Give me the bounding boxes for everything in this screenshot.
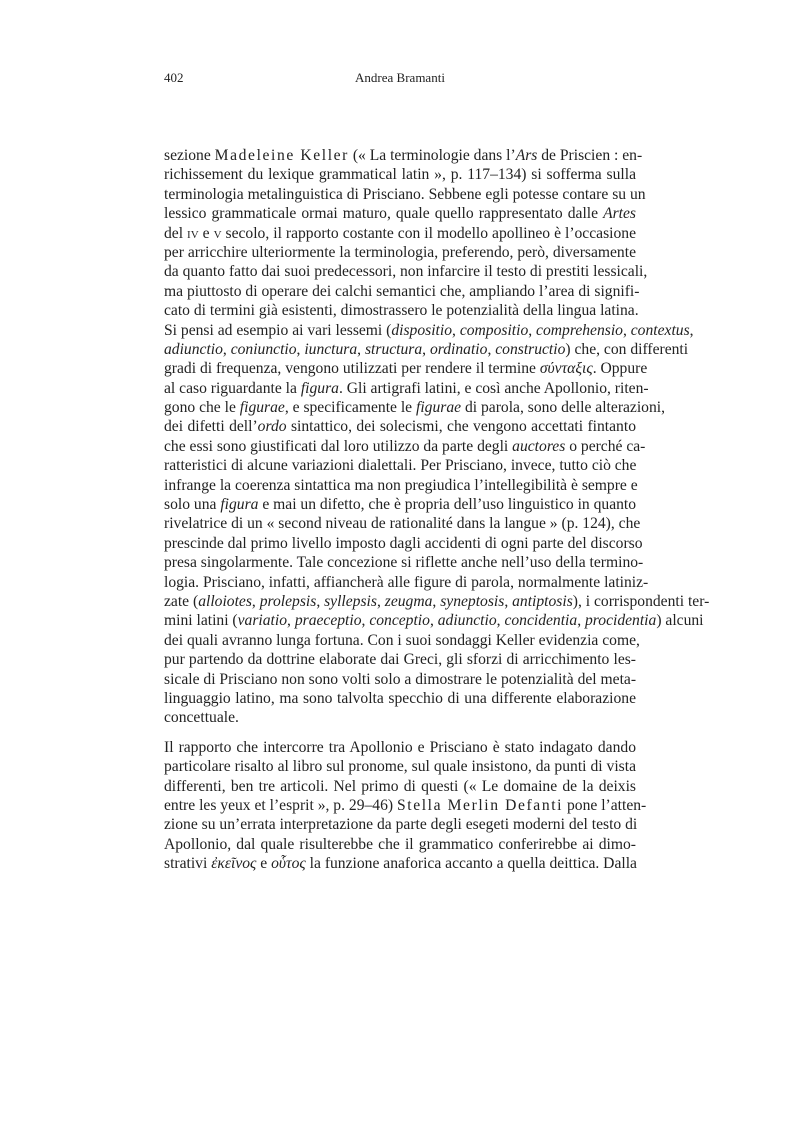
text-line: [164, 146, 643, 165]
text-run: terminologia metalinguistica di Prisciano. Sebbene egli potesse contare su un: [164, 185, 646, 203]
text-run: lessico grammaticale ormai maturo, quale quello rappresentato dalle: [164, 205, 604, 223]
italic-term: procidentia: [584, 612, 657, 630]
italic-term: comprehensio: [536, 321, 623, 339]
paragraph: [164, 738, 647, 874]
italic-term: figura: [300, 379, 339, 397]
text-line: [164, 835, 636, 854]
italic-term: structura: [364, 340, 423, 358]
text-run: da quanto fatto dai suoi predecessori, non infarcire il testo di prestiti lessicali,: [164, 263, 648, 281]
italic-term: alloiotes: [198, 592, 252, 610]
text-line: [164, 456, 636, 475]
text-run: la funzione anaforica accanto a quella deittica. Dalla: [305, 855, 637, 873]
text-run: particolare risalto al libro sul pronome, sul quale insistono, da punti di vista: [164, 758, 636, 776]
text-run: ,: [376, 592, 385, 610]
paragraph: [164, 146, 710, 728]
text-run: iv: [187, 224, 199, 242]
text-line: [164, 398, 666, 417]
italic-term: prolepsis: [259, 592, 317, 610]
italic-term: iunctura: [304, 340, 358, 358]
italic-term: coniunctio: [230, 340, 297, 358]
text-run: (« La terminologie dans l’: [348, 147, 516, 164]
text-run: richissement du lexique grammatical latin », p. 117–134) si sofferma sulla: [164, 166, 636, 184]
text-line: [164, 282, 640, 301]
text-run: ,: [287, 612, 295, 630]
text-run: ,: [251, 592, 260, 610]
text-run: ,: [432, 592, 441, 610]
text-run: ,: [689, 321, 694, 339]
italic-term: ordo: [257, 418, 287, 436]
italic-term: Ars: [515, 147, 538, 164]
text-line: [164, 670, 636, 689]
text-line: [164, 650, 636, 669]
text-run: infrange la coerenza sintattica ma non pregiudica l’intellegibilità è sempre e: [164, 476, 638, 494]
italic-term: concidentia: [504, 612, 578, 630]
text-run: ,: [577, 612, 585, 630]
text-line: [164, 689, 636, 708]
text-run: ,: [452, 321, 460, 339]
text-run: che essi sono giustificati dal loro utilizzo da parte degli: [164, 437, 513, 455]
text-run: Apollonio, dal quale risulterebbe che il grammatico conferirebbe ai dimo-: [164, 835, 636, 853]
text-line: [164, 204, 636, 223]
text-line: [164, 417, 636, 436]
text-run: gono che le: [164, 399, 240, 417]
text-line: [164, 757, 636, 776]
text-run: mini latini (: [164, 612, 238, 630]
italic-term: ordinatio: [429, 340, 488, 358]
text-run: ,: [528, 321, 537, 339]
text-run: e: [198, 224, 214, 242]
text-line: [164, 262, 648, 281]
text-run: di parola, sono delle alterazioni,: [461, 399, 666, 417]
text-run: dei quali avranno lunga fortuna. Con i suoi sondaggi Keller evidenzia come,: [164, 631, 640, 649]
text-run: ,: [222, 340, 231, 358]
italic-term: auctores: [512, 437, 566, 455]
text-run: ,: [622, 321, 631, 339]
italic-term: adiunctio: [164, 340, 223, 358]
italic-term: Artes: [603, 205, 636, 223]
italic-term: οὗτος: [271, 855, 306, 873]
italic-term: figurae: [416, 399, 462, 417]
text-line: [164, 611, 704, 630]
text-run: al caso riguardante la: [164, 379, 301, 397]
text-run: ,: [504, 592, 513, 610]
text-run: v: [213, 224, 222, 242]
text-line: [164, 796, 647, 815]
text-run: per arricchire ulteriormente la terminologia, preferendo, però, diversamente: [164, 243, 636, 261]
text-line: [164, 708, 636, 727]
text-run: ,: [496, 612, 505, 630]
text-line: [164, 359, 648, 378]
author-name: Madeleine Keller: [214, 147, 349, 164]
text-line: [164, 854, 636, 873]
text-run: ma piuttosto di operare dei calchi semantici che, ampliando l’area di signifi-: [164, 282, 640, 300]
text-line: [164, 185, 646, 204]
text-line: [164, 165, 636, 184]
text-run: entre les yeux et l’esprit », p. 29–46): [164, 796, 397, 814]
italic-term: figura: [220, 496, 259, 514]
text-line: [164, 534, 643, 553]
text-run: . Gli artigrafi latini, e così anche Apollonio, riten-: [338, 379, 649, 397]
italic-term: zeugma: [384, 592, 433, 610]
text-run: concettuale.: [164, 709, 239, 727]
italic-term: constructio: [495, 340, 566, 358]
text-run: cato di termini già esistenti, dimostrassero le potenzialità della lingua latina.: [164, 302, 639, 320]
text-line: [164, 321, 694, 340]
page-header: [164, 70, 636, 90]
text-run: ,: [361, 612, 370, 630]
text-run: ,: [357, 340, 365, 358]
italic-term: syneptosis: [440, 592, 505, 610]
text-run: o perché ca-: [565, 437, 646, 455]
text-run: secolo, il rapporto costante con il modello apollineo è l’occasione: [221, 224, 636, 242]
text-run: ) alcuni: [656, 612, 704, 630]
text-run: zate (: [164, 592, 199, 610]
text-run: ) che, con differenti: [565, 340, 689, 358]
text-run: . Oppure: [592, 360, 648, 378]
italic-term: σύνταξις: [539, 360, 593, 378]
text-run: de Priscien : en-: [537, 147, 643, 164]
italic-term: praeceptio: [294, 612, 362, 630]
italic-term: figurae: [239, 399, 285, 417]
text-line: [164, 514, 641, 533]
text-run: e mai un difetto, che è propria dell’uso linguistico in quanto: [258, 496, 637, 514]
italic-term: compositio: [459, 321, 529, 339]
text-run: ratteristici di alcune variazioni dialettali. Per Prisciano, invece, tutto ciò che: [164, 457, 637, 475]
text-run: ,: [316, 592, 325, 610]
text-line: [164, 495, 636, 514]
text-run: ,: [296, 340, 305, 358]
text-run: strativi: [164, 855, 212, 873]
text-line: [164, 340, 689, 359]
text-run: Si pensi ad esempio ai vari lessemi (: [164, 321, 392, 339]
italic-term: dispositio: [391, 321, 453, 339]
text-line: [164, 777, 636, 796]
text-line: [164, 379, 649, 398]
text-run: e: [256, 855, 272, 873]
text-run: gradi di frequenza, vengono utilizzati per rendere il termine: [164, 360, 540, 378]
text-line: [164, 476, 636, 495]
running-head: Andrea Bramanti: [355, 70, 445, 85]
body-text: [164, 146, 710, 883]
text-run: ), i corrispondenti ter-: [572, 592, 710, 610]
text-run: presa singolarmente. Tale concezione si riflette anche nell’uso della termino-: [164, 554, 644, 572]
text-line: [164, 301, 639, 320]
text-run: pur partendo da dottrine elaborate dai Greci, gli sforzi di arricchimento les-: [164, 651, 636, 669]
italic-term: antiptosis: [512, 592, 573, 610]
text-line: [164, 224, 636, 243]
text-run: dei difetti dell’: [164, 418, 258, 436]
text-line: [164, 437, 646, 456]
text-run: ,: [487, 340, 496, 358]
text-run: pone l’atten-: [563, 796, 647, 814]
text-run: Il rapporto che intercorre tra Apollonio e Prisciano è stato indagato dando: [164, 738, 636, 756]
italic-term: variatio: [237, 612, 288, 630]
text-line: [164, 243, 636, 262]
text-run: zione su un’errata interpretazione da parte degli esegeti moderni del testo di: [164, 816, 638, 834]
italic-term: syllepsis: [324, 592, 377, 610]
text-line: [164, 573, 649, 592]
text-run: , e specificamente le: [284, 399, 417, 417]
text-line: [164, 592, 710, 611]
text-run: linguaggio latino, ma sono talvolta specchio di una differente elaborazione: [164, 689, 636, 707]
italic-term: ἐκεῖνος: [211, 855, 257, 873]
page-number: 402: [164, 70, 184, 85]
text-run: sintattico, dei solecismi, che vengono accettati fintanto: [286, 418, 636, 436]
italic-term: conceptio: [369, 612, 430, 630]
text-run: rivelatrice di un « second niveau de rationalité dans la langue » (p. 124), che: [164, 515, 641, 533]
text-line: [164, 815, 636, 834]
text-run: ,: [429, 612, 438, 630]
text-line: [164, 553, 644, 572]
text-run: sicale di Prisciano non sono volti solo a dimostrare le potenzialità del meta-: [164, 670, 637, 688]
text-line: [164, 738, 636, 757]
text-line: [164, 631, 640, 650]
italic-term: contextus: [630, 321, 690, 339]
text-run: del: [164, 224, 188, 242]
text-run: differenti, ben tre articoli. Nel primo di questi (« Le domaine de la deixis: [164, 777, 636, 795]
author-name: Stella Merlin Defanti: [396, 796, 564, 814]
italic-term: adiunctio: [437, 612, 497, 630]
text-run: prescinde dal primo livello imposto dagli accidenti di ogni parte del discorso: [164, 534, 643, 552]
text-run: solo una: [164, 496, 221, 514]
text-run: ,: [422, 340, 430, 358]
text-run: logia. Prisciano, infatti, affiancherà alle figure di parola, normalmente latiniz-: [164, 573, 649, 591]
text-run: sezione: [164, 147, 215, 164]
